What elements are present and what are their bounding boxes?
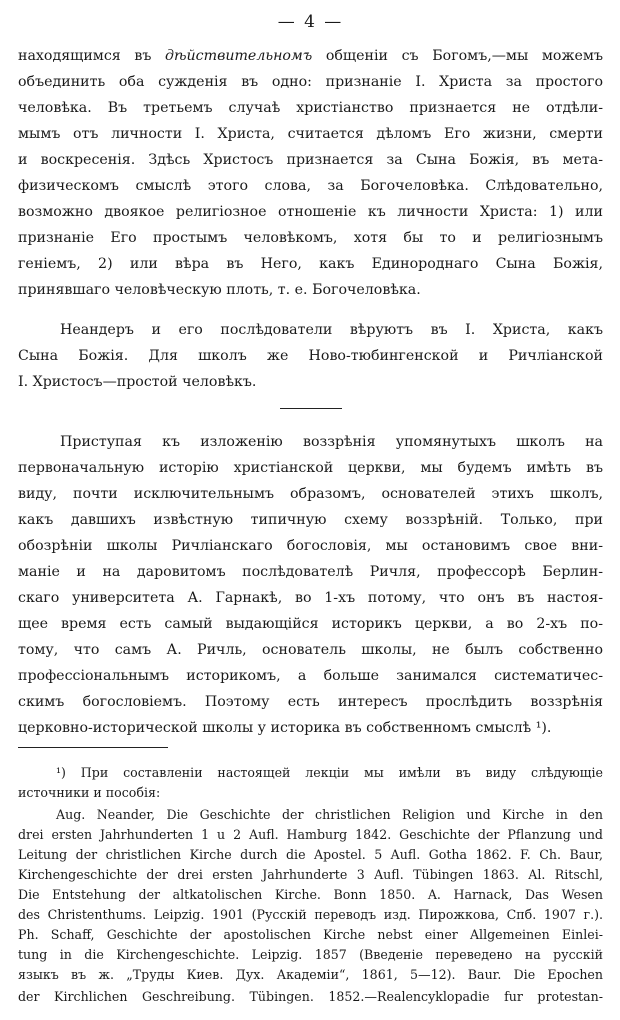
- body-line: объединить оба сужденiя въ одно: признанiе I. Христа за простого: [18, 74, 603, 90]
- body-line: признанiе Его простымъ человѣкомъ, хотя бы то и религiознымъ: [18, 230, 603, 246]
- body-line: тому, что самъ А. Ричль, основатель школы, не былъ собственно: [18, 642, 603, 658]
- body-line: щее время есть самый выдающiйся историкъ церкви, а во 2-хъ по-: [18, 616, 603, 632]
- footnote-line: ¹) При составленiи настоящей лекцiи мы имѣли въ виду слѣдующiе: [56, 765, 603, 780]
- body-line: возможно двоякое религiозное отношенiе къ личности Христа: 1) или: [18, 204, 603, 220]
- body-line: скимъ богословiемъ. Поэтому есть интересъ прослѣдить воззрѣнiя: [18, 694, 603, 710]
- body-line: принявшаго человѣческую плоть, т. е. Богочеловѣка.: [18, 282, 421, 298]
- body-line: I. Христосъ—простой человѣкъ.: [18, 374, 257, 390]
- body-line: и воскресенiя. Здѣсь Христосъ признается за Сына Божiя, въ мета-: [18, 152, 603, 168]
- footnote-line: Kirchengeschichte der drei ersten Jahrhunderte 3 Aufl. Tübingen 1863. Al. Ritschl,: [18, 867, 603, 882]
- footnote-line: Die Entstehung der altkatolischen Kirche. Bonn 1850. A. Harnack, Das Wesen: [18, 887, 603, 902]
- body-line: Сына Божiя. Для школъ же Ново-тюбингенской и Ричлiанской: [18, 348, 603, 364]
- body-line-suffix: общенiи съ Богомъ,—мы можемъ: [312, 48, 603, 64]
- footnote-line: des Christenthums. Leipzig. 1901 (Русскiй переводъ изд. Пирожкова, Спб. 1907 г.).: [18, 907, 603, 922]
- section-divider: [280, 408, 342, 409]
- body-line: Неандеръ и его послѣдователи вѣруютъ въ I. Христа, какъ: [60, 322, 603, 338]
- body-line: церковно-исторической школы у историка въ собственномъ смыслѣ ¹).: [18, 720, 552, 736]
- body-line: манiе и на даровитомъ послѣдователѣ Ричля, профессорѣ Берлин-: [18, 564, 603, 580]
- body-line: первоначальную исторiю христiанской церкви, мы будемъ имѣть въ: [18, 460, 603, 476]
- body-line-prefix: находящимся въ: [18, 48, 166, 64]
- emphasis-text: дѣйствительномъ: [165, 48, 313, 64]
- footnote-line: drei ersten Jahrhunderten 1 u 2 Aufl. Hamburg 1842. Geschichte der Pflanzung und: [18, 827, 603, 842]
- body-line: генiемъ, 2) или вѣра въ Него, какъ Единороднаго Сына Божiя,: [18, 256, 603, 272]
- body-line-first: [18, 46, 603, 66]
- body-line: скаго университета А. Гарнакѣ, во 1-хъ потому, что онъ въ настоя-: [18, 590, 603, 606]
- body-line: Приступая къ изложенiю воззрѣнiя упомянутыхъ школъ на: [60, 434, 603, 450]
- body-line: виду, почти исключительнымъ образомъ, основателей этихъ школъ,: [18, 486, 603, 502]
- body-line: обозрѣнiи школы Ричлiанскаго богословiя, мы остановимъ свое вни-: [18, 538, 603, 554]
- body-line: профессiональнымъ историкомъ, а больше занимался систематичес-: [18, 668, 603, 684]
- footnote-line: Aug. Neander, Die Geschichte der christlichen Religion und Kirche in den: [56, 807, 603, 822]
- body-line: физическомъ смыслѣ этого слова, за Богочеловѣка. Слѣдовательно,: [18, 178, 603, 194]
- footnote-line: языкъ въ ж. „Труды Киев. Дух. Академiи“, 1861, 5—12). Baur. Die Epochen: [18, 967, 603, 982]
- footnote-line: tung in die Kirchengeschichte. Leipzig. 1857 (Введенiе переведено на русскiй: [18, 947, 603, 962]
- page-number: — 4 —: [277, 12, 344, 32]
- document-page: [18, 0, 603, 1020]
- footnote-line: Ph. Schaff, Geschichte der apostolischen Kirche nebst einer Allgemeinen Einlei-: [18, 927, 603, 942]
- footnote-separator: [18, 747, 168, 748]
- body-line: человѣка. Въ третьемъ случаѣ христiанство признается не отдѣли-: [18, 100, 603, 116]
- footnote-line: источники и пособiя:: [18, 785, 161, 800]
- body-line: мымъ отъ личности I. Христа, считается дѣломъ Его жизни, смерти: [18, 126, 603, 142]
- body-line: какъ давшихъ извѣстную типичную схему воззрѣнiй. Только, при: [18, 512, 603, 528]
- footnote-line: Leitung der christlichen Kirche durch die Apostel. 5 Aufl. Gotha 1862. F. Ch. Baur,: [18, 847, 603, 862]
- footnote-line: der Kirchlichen Geschreibung. Tübingen. 1852.—Realencyklopadie fur protestan-: [18, 989, 603, 1004]
